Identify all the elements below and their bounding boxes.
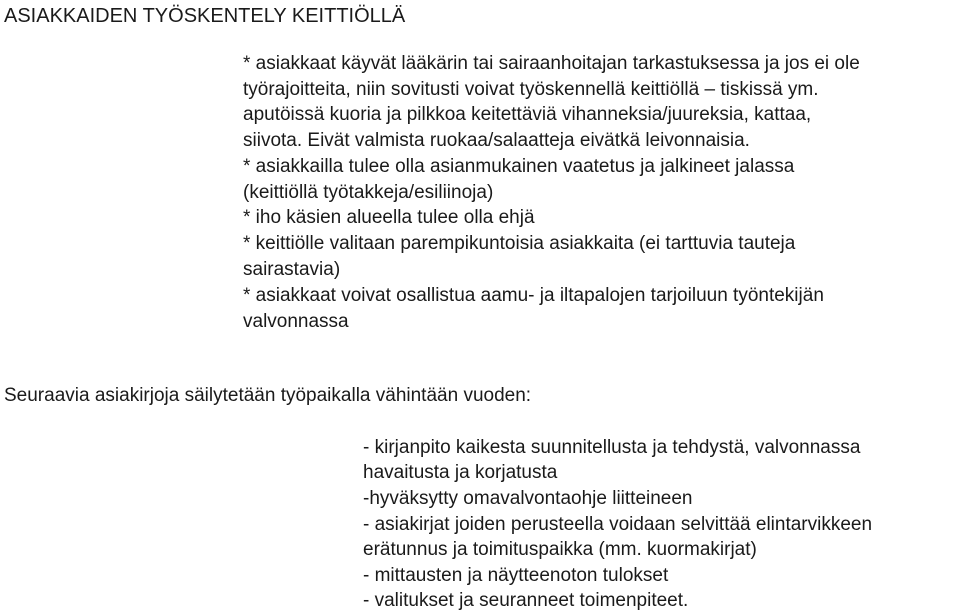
guideline-line: * asiakkaat käyvät lääkärin tai sairaanhoitajan tarkastuksessa ja jos ei ole	[243, 53, 860, 74]
guideline-line: * asiakkailla tulee olla asianmukainen vaatetus ja jalkineet jalassa	[243, 156, 795, 177]
records-line: - valitukset ja seuranneet toimenpiteet.	[363, 590, 689, 611]
records-line: - kirjanpito kaikesta suunnitellusta ja tehdystä, valvonnassa	[363, 437, 861, 458]
guideline-line: aputöissä kuoria ja pilkkoa keitettäviä vihanneksia/juureksia, kattaa,	[243, 104, 812, 125]
records-line: -hyväksytty omavalvontaohje liitteineen	[363, 488, 693, 509]
records-line: havaitusta ja korjatusta	[363, 462, 558, 483]
guideline-line: * asiakkaat voivat osallistua aamu- ja iltapalojen tarjoiluun työntekijän	[243, 285, 824, 306]
document-title: ASIAKKAIDEN TYÖSKENTELY KEITTIÖLLÄ	[4, 5, 406, 27]
records-line: - mittausten ja näytteenoton tulokset	[363, 565, 669, 586]
guideline-line: (keittiöllä työtakkeja/esiliinoja)	[243, 182, 494, 203]
guideline-line: sairastavia)	[243, 259, 341, 280]
records-line: - asiakirjat joiden perusteella voidaan selvittää elintarvikkeen	[363, 514, 873, 535]
records-line: erätunnus ja toimituspaikka (mm. kuormakirjat)	[363, 539, 757, 560]
guideline-line: * keittiölle valitaan parempikuntoisia asiakkaita (ei tarttuvia tauteja	[243, 233, 796, 254]
guideline-line: valvonnassa	[243, 311, 349, 332]
guideline-line: työrajoitteita, niin sovitusti voivat työskennellä keittiöllä – tiskissä ym.	[243, 79, 819, 100]
guideline-line: * iho käsien alueella tulee olla ehjä	[243, 207, 535, 228]
records-heading: Seuraavia asiakirjoja säilytetään työpaikalla vähintään vuoden:	[4, 385, 532, 406]
guideline-line: siivota. Eivät valmista ruokaa/salaatteja eivätkä leivonnaisia.	[243, 130, 750, 151]
